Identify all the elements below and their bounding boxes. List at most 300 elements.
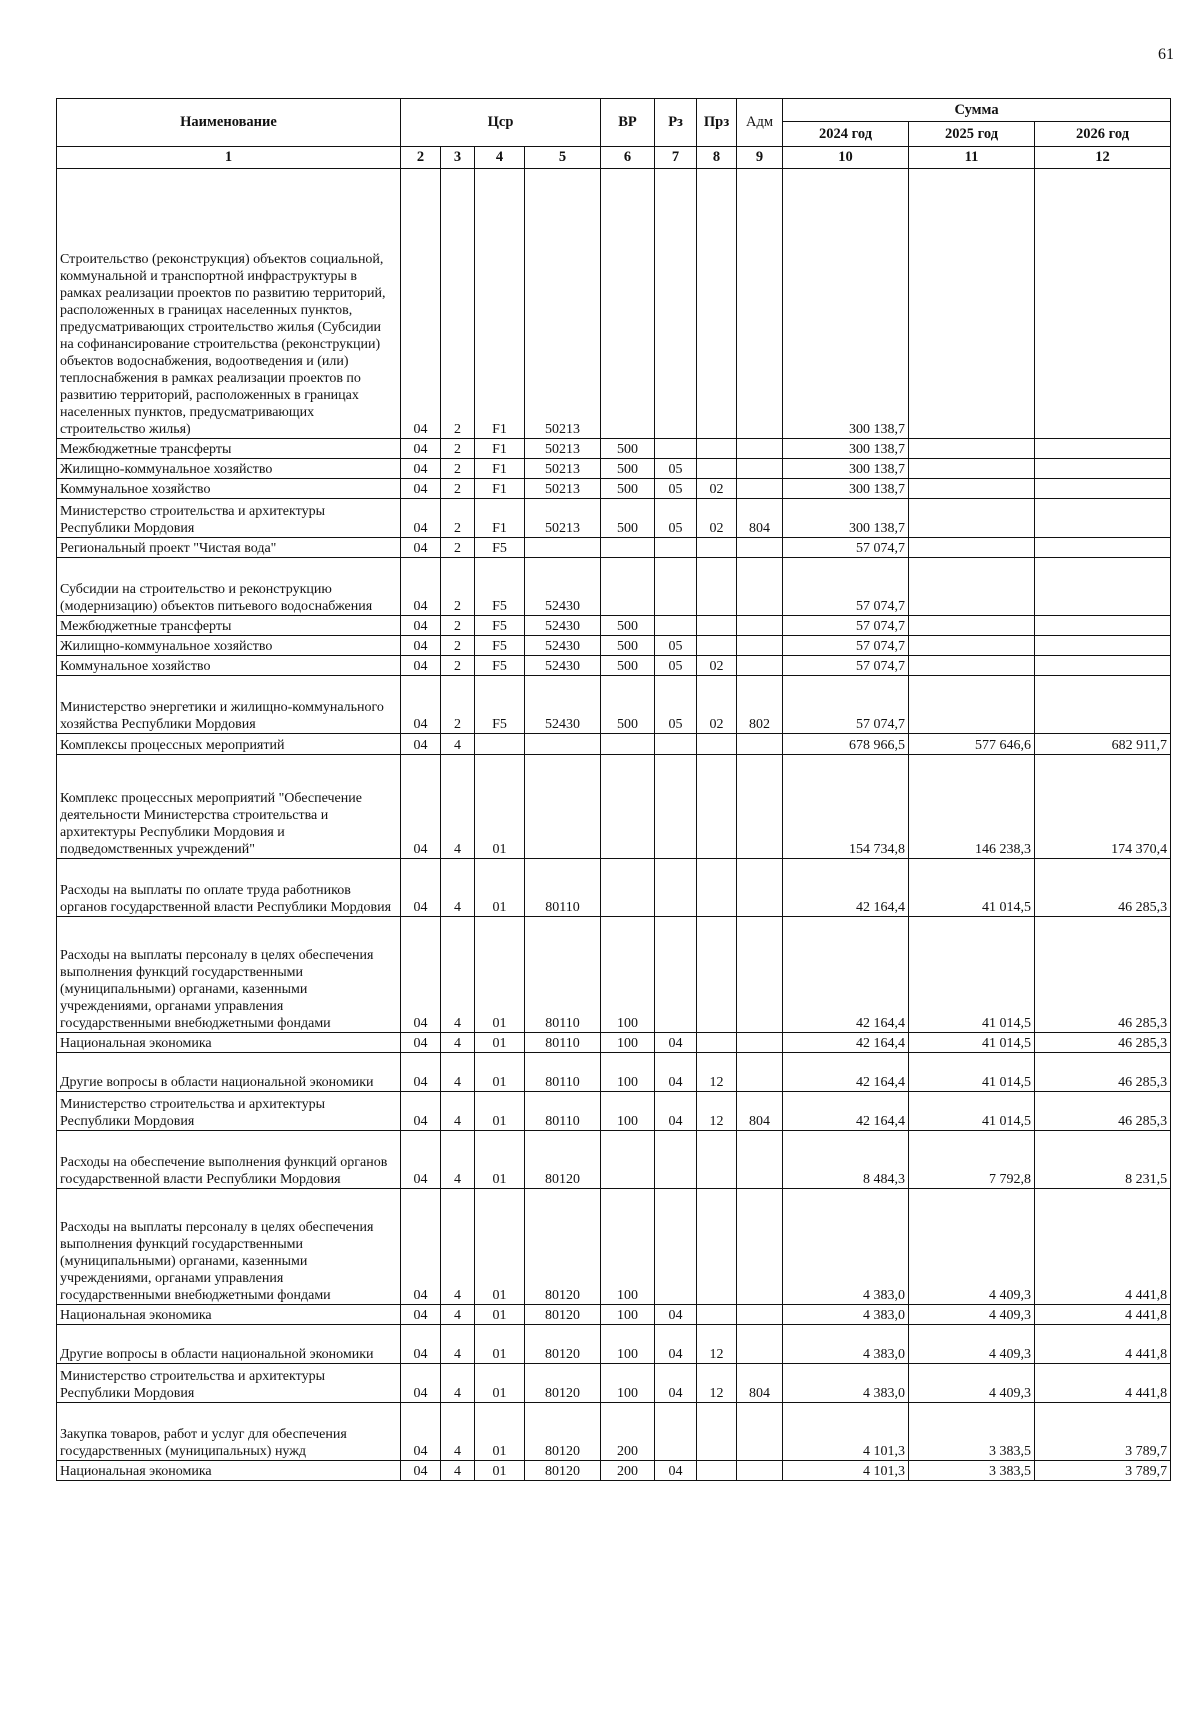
adm-code [737, 558, 783, 616]
vr-code: 200 [601, 1403, 655, 1461]
csr-part-3: 2 [441, 538, 475, 558]
adm-code [737, 1305, 783, 1325]
rz-code: 04 [655, 1364, 697, 1403]
row-name: Расходы на выплаты персоналу в целях обеспечения выполнения функций государственными (муниципальными) органами, казенными учреждениями, органами управления государственными внебюджетными фондами [57, 917, 401, 1033]
row-name: Субсидии на строительство и реконструкцию (модернизацию) объектов питьевого водоснабжения [57, 558, 401, 616]
csr-part-3: 4 [441, 1325, 475, 1364]
row-name: Комплекс процессных мероприятий "Обеспечение деятельности Министерства строительства и архитектуры Республики Мордовия и подведомственных учреждений" [57, 755, 401, 859]
csr-part-2: 04 [401, 1403, 441, 1461]
csr-part-4: F1 [475, 459, 525, 479]
row-name: Расходы на выплаты по оплате труда работников органов государственной власти Республики Мордовия [57, 859, 401, 917]
vr-code: 100 [601, 1364, 655, 1403]
csr-part-3: 4 [441, 1403, 475, 1461]
csr-code: 80120 [525, 1461, 601, 1481]
table-row [57, 917, 1171, 1033]
csr-part-4: F1 [475, 499, 525, 538]
amount-2024: 300 138,7 [783, 499, 909, 538]
amount-2026 [1035, 676, 1171, 734]
amount-2025: 4 409,3 [909, 1325, 1035, 1364]
prz-code [697, 1403, 737, 1461]
csr-part-4: 01 [475, 1325, 525, 1364]
csr-part-4: 01 [475, 1189, 525, 1305]
rz-code [655, 1189, 697, 1305]
amount-2024: 4 101,3 [783, 1461, 909, 1481]
csr-part-3: 4 [441, 1364, 475, 1403]
prz-code [697, 169, 737, 439]
rz-code: 05 [655, 676, 697, 734]
amount-2026: 46 285,3 [1035, 859, 1171, 917]
vr-code: 100 [601, 1189, 655, 1305]
row-name: Межбюджетные трансферты [57, 616, 401, 636]
row-name: Межбюджетные трансферты [57, 439, 401, 459]
csr-part-3: 2 [441, 656, 475, 676]
csr-code: 80110 [525, 917, 601, 1033]
amount-2026: 3 789,7 [1035, 1403, 1171, 1461]
csr-part-4 [475, 734, 525, 755]
amount-2025: 7 792,8 [909, 1131, 1035, 1189]
amount-2025: 41 014,5 [909, 917, 1035, 1033]
row-name: Коммунальное хозяйство [57, 479, 401, 499]
csr-part-2: 04 [401, 656, 441, 676]
prz-code [697, 538, 737, 558]
table-row [57, 538, 1171, 558]
column-number: 3 [441, 147, 475, 169]
rz-code [655, 859, 697, 917]
prz-code: 12 [697, 1364, 737, 1403]
prz-code [697, 558, 737, 616]
table-row [57, 616, 1171, 636]
csr-code: 52430 [525, 656, 601, 676]
prz-code [697, 755, 737, 859]
amount-2026: 46 285,3 [1035, 1033, 1171, 1053]
prz-code [697, 734, 737, 755]
column-number: 2 [401, 147, 441, 169]
csr-code: 52430 [525, 676, 601, 734]
row-name: Министерство строительства и архитектуры Республики Мордовия [57, 1364, 401, 1403]
adm-code [737, 169, 783, 439]
csr-part-2: 04 [401, 636, 441, 656]
amount-2024: 154 734,8 [783, 755, 909, 859]
amount-2026: 4 441,8 [1035, 1325, 1171, 1364]
rz-code: 05 [655, 636, 697, 656]
rz-code: 04 [655, 1461, 697, 1481]
amount-2026 [1035, 538, 1171, 558]
column-number: 10 [783, 147, 909, 169]
rz-code: 04 [655, 1092, 697, 1131]
column-number: 4 [475, 147, 525, 169]
amount-2025 [909, 479, 1035, 499]
vr-code: 100 [601, 1033, 655, 1053]
vr-code: 200 [601, 1461, 655, 1481]
header-year-2024: 2024 год [783, 122, 909, 147]
csr-part-4: 01 [475, 917, 525, 1033]
csr-part-4: 01 [475, 1364, 525, 1403]
prz-code [697, 1189, 737, 1305]
csr-part-4: F1 [475, 439, 525, 459]
adm-code [737, 755, 783, 859]
budget-table [56, 98, 1171, 1481]
rz-code: 05 [655, 459, 697, 479]
vr-code: 500 [601, 479, 655, 499]
table-row [57, 1053, 1171, 1092]
prz-code [697, 1033, 737, 1053]
amount-2024: 300 138,7 [783, 459, 909, 479]
csr-code: 52430 [525, 558, 601, 616]
csr-part-3: 4 [441, 1305, 475, 1325]
amount-2024: 42 164,4 [783, 1053, 909, 1092]
header-summa: Сумма [783, 99, 1171, 122]
csr-part-3: 2 [441, 439, 475, 459]
adm-code [737, 1403, 783, 1461]
amount-2024: 4 383,0 [783, 1189, 909, 1305]
amount-2026: 4 441,8 [1035, 1305, 1171, 1325]
csr-code: 80110 [525, 1033, 601, 1053]
table-row [57, 169, 1171, 439]
adm-code [737, 479, 783, 499]
csr-part-2: 04 [401, 755, 441, 859]
amount-2025: 4 409,3 [909, 1364, 1035, 1403]
adm-code [737, 636, 783, 656]
column-number: 9 [737, 147, 783, 169]
csr-part-3: 4 [441, 734, 475, 755]
prz-code: 02 [697, 676, 737, 734]
csr-part-2: 04 [401, 558, 441, 616]
amount-2024: 42 164,4 [783, 859, 909, 917]
amount-2026 [1035, 616, 1171, 636]
column-number: 8 [697, 147, 737, 169]
csr-part-2: 04 [401, 1131, 441, 1189]
csr-part-3: 2 [441, 169, 475, 439]
adm-code: 804 [737, 1092, 783, 1131]
column-number: 5 [525, 147, 601, 169]
vr-code: 100 [601, 1305, 655, 1325]
amount-2025 [909, 169, 1035, 439]
csr-part-2: 04 [401, 538, 441, 558]
vr-code [601, 169, 655, 439]
amount-2025: 4 409,3 [909, 1305, 1035, 1325]
amount-2026: 46 285,3 [1035, 917, 1171, 1033]
amount-2025: 577 646,6 [909, 734, 1035, 755]
table-row [57, 676, 1171, 734]
csr-part-4: 01 [475, 1131, 525, 1189]
adm-code: 804 [737, 499, 783, 538]
header-vr: ВР [601, 99, 655, 147]
prz-code [697, 917, 737, 1033]
rz-code: 05 [655, 656, 697, 676]
amount-2024: 57 074,7 [783, 616, 909, 636]
amount-2024: 42 164,4 [783, 917, 909, 1033]
csr-part-4: F1 [475, 479, 525, 499]
prz-code: 12 [697, 1053, 737, 1092]
csr-code [525, 734, 601, 755]
rz-code [655, 755, 697, 859]
amount-2026: 4 441,8 [1035, 1364, 1171, 1403]
row-name: Национальная экономика [57, 1461, 401, 1481]
vr-code: 100 [601, 917, 655, 1033]
table-row [57, 1092, 1171, 1131]
amount-2026 [1035, 558, 1171, 616]
csr-code: 52430 [525, 616, 601, 636]
row-name: Жилищно-коммунальное хозяйство [57, 459, 401, 479]
prz-code [697, 616, 737, 636]
csr-part-3: 4 [441, 917, 475, 1033]
row-name: Расходы на обеспечение выполнения функций органов государственной власти Республики Мордовия [57, 1131, 401, 1189]
rz-code [655, 616, 697, 636]
row-name: Закупка товаров, работ и услуг для обеспечения государственных (муниципальных) нужд [57, 1403, 401, 1461]
amount-2024: 42 164,4 [783, 1033, 909, 1053]
vr-code: 500 [601, 439, 655, 459]
vr-code: 100 [601, 1092, 655, 1131]
adm-code: 802 [737, 676, 783, 734]
table-row [57, 1403, 1171, 1461]
vr-code [601, 1131, 655, 1189]
csr-part-2: 04 [401, 1461, 441, 1481]
table-row [57, 558, 1171, 616]
amount-2025: 41 014,5 [909, 859, 1035, 917]
table-row [57, 755, 1171, 859]
amount-2026: 46 285,3 [1035, 1053, 1171, 1092]
amount-2024: 57 074,7 [783, 676, 909, 734]
rz-code [655, 1131, 697, 1189]
prz-code: 12 [697, 1325, 737, 1364]
adm-code [737, 459, 783, 479]
amount-2026: 682 911,7 [1035, 734, 1171, 755]
amount-2025 [909, 676, 1035, 734]
adm-code [737, 1033, 783, 1053]
csr-part-3: 2 [441, 676, 475, 734]
csr-code: 80110 [525, 859, 601, 917]
amount-2025 [909, 538, 1035, 558]
rz-code [655, 1403, 697, 1461]
csr-code: 80110 [525, 1092, 601, 1131]
vr-code: 500 [601, 676, 655, 734]
amount-2025 [909, 459, 1035, 479]
amount-2025 [909, 616, 1035, 636]
rz-code: 05 [655, 479, 697, 499]
vr-code: 500 [601, 499, 655, 538]
adm-code: 804 [737, 1364, 783, 1403]
csr-part-3: 4 [441, 1189, 475, 1305]
vr-code [601, 734, 655, 755]
table-row [57, 439, 1171, 459]
table-row [57, 859, 1171, 917]
csr-code: 50213 [525, 479, 601, 499]
amount-2026: 8 231,5 [1035, 1131, 1171, 1189]
amount-2024: 300 138,7 [783, 169, 909, 439]
rz-code [655, 169, 697, 439]
csr-part-2: 04 [401, 1364, 441, 1403]
amount-2025: 41 014,5 [909, 1033, 1035, 1053]
table-row [57, 1364, 1171, 1403]
prz-code [697, 439, 737, 459]
csr-code: 50213 [525, 169, 601, 439]
csr-code: 80120 [525, 1305, 601, 1325]
column-number: 6 [601, 147, 655, 169]
csr-code [525, 538, 601, 558]
vr-code [601, 558, 655, 616]
row-name: Расходы на выплаты персоналу в целях обеспечения выполнения функций государственными (муниципальными) органами, казенными учреждениями, органами управления государственными внебюджетными фондами [57, 1189, 401, 1305]
page-number: 61 [1158, 46, 1174, 63]
amount-2024: 57 074,7 [783, 636, 909, 656]
vr-code: 500 [601, 636, 655, 656]
table-row [57, 459, 1171, 479]
adm-code [737, 538, 783, 558]
csr-code: 50213 [525, 439, 601, 459]
amount-2025 [909, 499, 1035, 538]
prz-code: 12 [697, 1092, 737, 1131]
amount-2024: 300 138,7 [783, 479, 909, 499]
csr-part-3: 2 [441, 479, 475, 499]
amount-2026 [1035, 636, 1171, 656]
amount-2025: 3 383,5 [909, 1461, 1035, 1481]
csr-part-4: F5 [475, 656, 525, 676]
csr-part-3: 4 [441, 1092, 475, 1131]
vr-code: 500 [601, 616, 655, 636]
csr-code [525, 755, 601, 859]
vr-code: 100 [601, 1053, 655, 1092]
column-number: 1 [57, 147, 401, 169]
row-name: Строительство (реконструкция) объектов социальной, коммунальной и транспортной инфраструктуры в рамках реализации проектов по развитию территорий, расположенных в границах населенных пунктов, предусматривающих строительство жилья (Субсидии на софинансирование строительства (реконструкции) объектов водоснабжения, водоотведения и (или) теплоснабжения в рамках реализации проектов по развитию территорий, расположенных в границах населенных пунктов, предусматривающих строительство жилья) [57, 169, 401, 439]
row-name: Жилищно-коммунальное хозяйство [57, 636, 401, 656]
csr-part-2: 04 [401, 1092, 441, 1131]
amount-2026 [1035, 169, 1171, 439]
row-name: Региональный проект "Чистая вода" [57, 538, 401, 558]
csr-part-3: 4 [441, 1033, 475, 1053]
amount-2024: 42 164,4 [783, 1092, 909, 1131]
csr-part-2: 04 [401, 616, 441, 636]
row-name: Министерство строительства и архитектуры Республики Мордовия [57, 1092, 401, 1131]
amount-2025: 4 409,3 [909, 1189, 1035, 1305]
amount-2024: 4 383,0 [783, 1305, 909, 1325]
amount-2026: 46 285,3 [1035, 1092, 1171, 1131]
amount-2026 [1035, 656, 1171, 676]
amount-2025 [909, 656, 1035, 676]
header-adm: Адм [737, 99, 783, 147]
prz-code: 02 [697, 479, 737, 499]
csr-part-4: 01 [475, 1461, 525, 1481]
csr-code: 80120 [525, 1364, 601, 1403]
header-prz: Прз [697, 99, 737, 147]
vr-code: 500 [601, 656, 655, 676]
vr-code [601, 859, 655, 917]
adm-code [737, 616, 783, 636]
csr-part-3: 2 [441, 499, 475, 538]
table-row [57, 1461, 1171, 1481]
csr-part-4: 01 [475, 1403, 525, 1461]
adm-code [737, 734, 783, 755]
csr-code: 80120 [525, 1131, 601, 1189]
amount-2024: 4 383,0 [783, 1325, 909, 1364]
csr-code: 52430 [525, 636, 601, 656]
csr-part-4: 01 [475, 1092, 525, 1131]
csr-part-2: 04 [401, 479, 441, 499]
csr-code: 80120 [525, 1325, 601, 1364]
row-name: Национальная экономика [57, 1033, 401, 1053]
csr-part-2: 04 [401, 499, 441, 538]
csr-part-3: 4 [441, 1461, 475, 1481]
amount-2024: 678 966,5 [783, 734, 909, 755]
prz-code [697, 1461, 737, 1481]
column-number-row [57, 147, 1171, 169]
csr-part-4: F5 [475, 676, 525, 734]
amount-2025: 41 014,5 [909, 1053, 1035, 1092]
rz-code: 04 [655, 1325, 697, 1364]
row-name: Национальная экономика [57, 1305, 401, 1325]
table-row [57, 479, 1171, 499]
amount-2026 [1035, 439, 1171, 459]
csr-part-3: 4 [441, 1053, 475, 1092]
table-row [57, 1033, 1171, 1053]
table-row [57, 1189, 1171, 1305]
table-row [57, 734, 1171, 755]
prz-code [697, 636, 737, 656]
csr-part-3: 4 [441, 1131, 475, 1189]
row-name: Другие вопросы в области национальной экономики [57, 1325, 401, 1364]
adm-code [737, 917, 783, 1033]
csr-part-4: 01 [475, 859, 525, 917]
table-row [57, 1305, 1171, 1325]
csr-part-3: 2 [441, 636, 475, 656]
vr-code [601, 755, 655, 859]
csr-part-3: 4 [441, 859, 475, 917]
amount-2025: 41 014,5 [909, 1092, 1035, 1131]
amount-2024: 57 074,7 [783, 558, 909, 616]
csr-part-2: 04 [401, 1033, 441, 1053]
row-name: Коммунальное хозяйство [57, 656, 401, 676]
csr-part-2: 04 [401, 676, 441, 734]
csr-part-2: 04 [401, 1305, 441, 1325]
prz-code: 02 [697, 656, 737, 676]
rz-code: 04 [655, 1033, 697, 1053]
row-name: Комплексы процессных мероприятий [57, 734, 401, 755]
vr-code [601, 538, 655, 558]
csr-part-2: 04 [401, 859, 441, 917]
rz-code [655, 439, 697, 459]
amount-2024: 57 074,7 [783, 538, 909, 558]
adm-code [737, 1325, 783, 1364]
header-year-2025: 2025 год [909, 122, 1035, 147]
adm-code [737, 1461, 783, 1481]
row-name: Министерство энергетики и жилищно-коммунального хозяйства Республики Мордовия [57, 676, 401, 734]
row-name: Министерство строительства и архитектуры Республики Мордовия [57, 499, 401, 538]
adm-code [737, 1053, 783, 1092]
amount-2026: 3 789,7 [1035, 1461, 1171, 1481]
table-row [57, 499, 1171, 538]
adm-code [737, 1189, 783, 1305]
amount-2025 [909, 558, 1035, 616]
amount-2025: 146 238,3 [909, 755, 1035, 859]
csr-part-2: 04 [401, 1325, 441, 1364]
prz-code [697, 1131, 737, 1189]
csr-part-2: 04 [401, 1189, 441, 1305]
column-number: 7 [655, 147, 697, 169]
amount-2026 [1035, 459, 1171, 479]
header-rz: Рз [655, 99, 697, 147]
csr-part-3: 2 [441, 558, 475, 616]
amount-2024: 8 484,3 [783, 1131, 909, 1189]
amount-2024: 4 101,3 [783, 1403, 909, 1461]
amount-2026 [1035, 499, 1171, 538]
prz-code [697, 459, 737, 479]
amount-2024: 4 383,0 [783, 1364, 909, 1403]
row-name: Другие вопросы в области национальной экономики [57, 1053, 401, 1092]
csr-part-4: 01 [475, 1033, 525, 1053]
table-row [57, 636, 1171, 656]
csr-part-4: F1 [475, 169, 525, 439]
rz-code: 04 [655, 1305, 697, 1325]
csr-part-4: F5 [475, 616, 525, 636]
header-csr: Цср [401, 99, 601, 147]
